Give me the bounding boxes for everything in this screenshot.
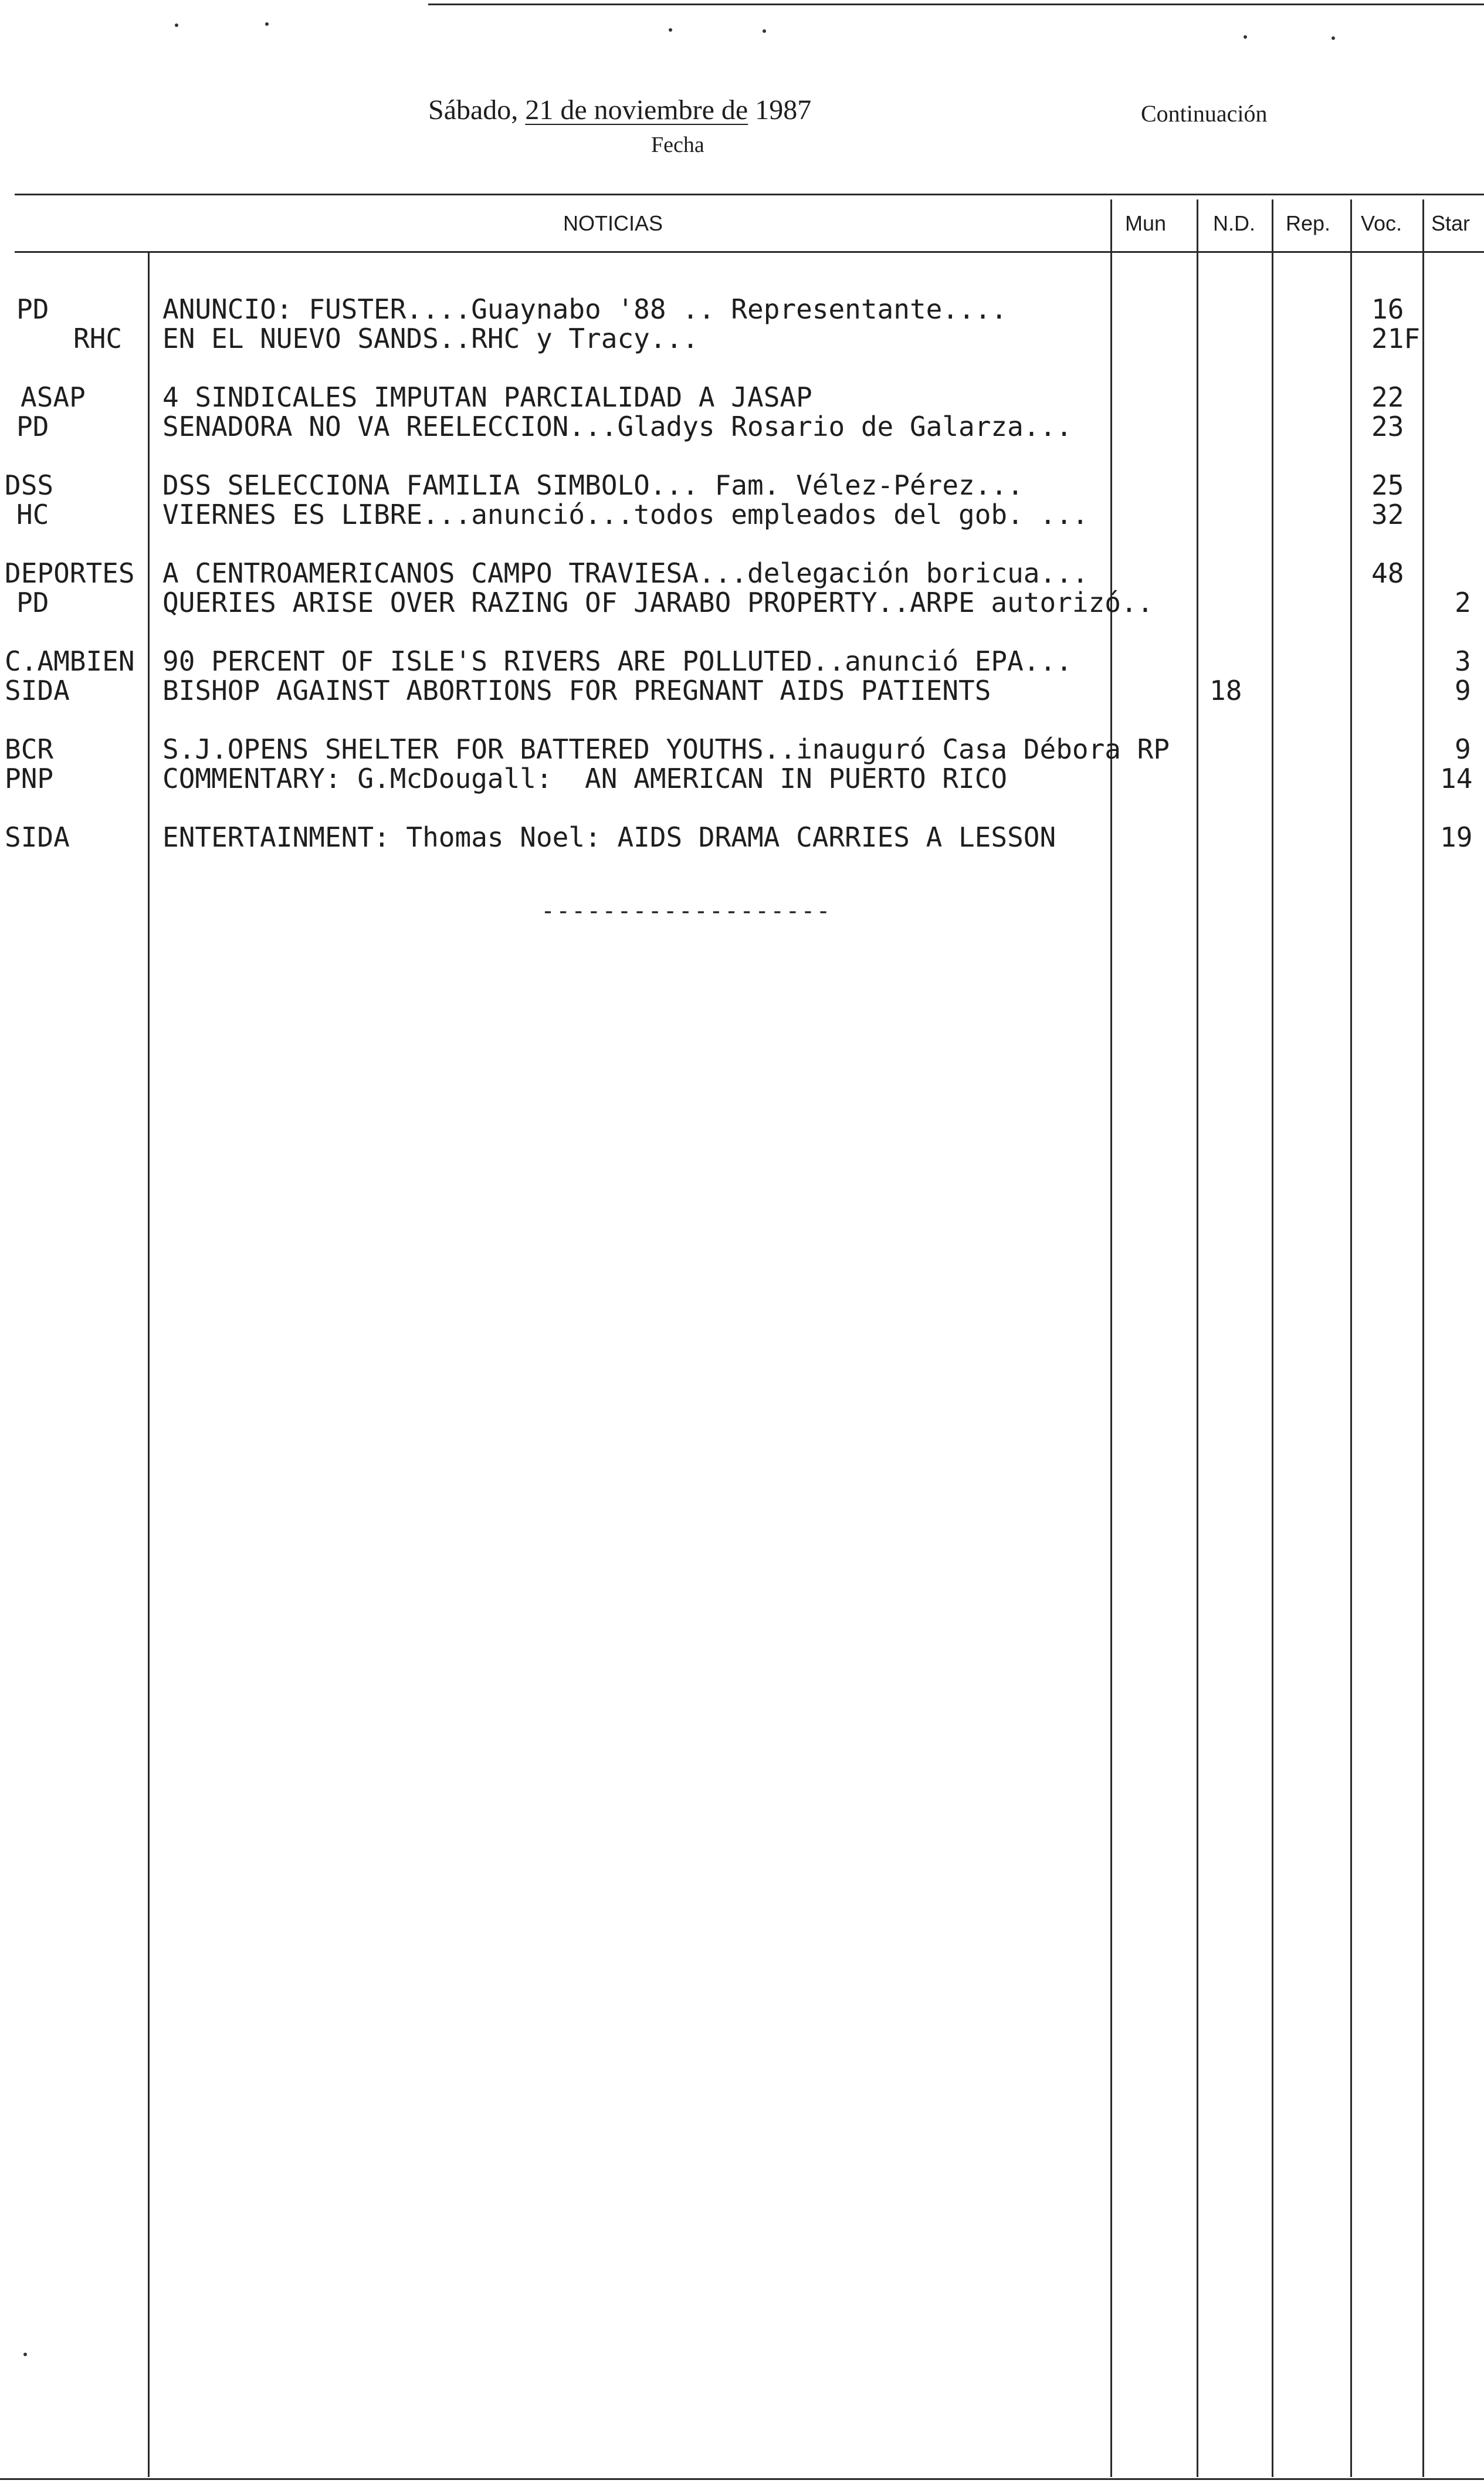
section-code: DSS — [5, 469, 54, 501]
star-page: 9 — [1455, 733, 1471, 765]
news-headline: QUERIES ARISE OVER RAZING OF JARABO PROPERTY..ARPE autorizó.. — [162, 587, 1154, 618]
column-header-voc: Voc. — [1361, 211, 1402, 235]
nd-page: 18 — [1209, 675, 1242, 706]
voc-page: 16 — [1371, 293, 1404, 325]
table-top-rule — [15, 194, 1484, 195]
column-divider — [1422, 199, 1424, 2477]
report-date: Sábado, 21 de noviembre de 1987 — [428, 94, 812, 126]
section-code: C.AMBIEN — [5, 645, 135, 677]
column-header-mun: Mun — [1125, 211, 1167, 235]
voc-page: 21F — [1371, 323, 1421, 354]
table-bottom-rule — [0, 2478, 1484, 2480]
voc-page: 32 — [1371, 499, 1404, 530]
section-code: DEPORTES — [5, 557, 135, 589]
star-page: 3 — [1455, 645, 1471, 677]
news-headline: S.J.OPENS SHELTER FOR BATTERED YOUTHS..inauguró Casa Débora RP — [162, 733, 1170, 765]
star-page: 9 — [1455, 675, 1471, 706]
star-page: 19 — [1440, 821, 1473, 853]
news-headline: EN EL NUEVO SANDS..RHC y Tracy... — [162, 323, 699, 354]
scan-speck — [265, 22, 269, 26]
news-headline: SENADORA NO VA REELECCION...Gladys Rosario de Galarza... — [162, 411, 1072, 442]
end-of-list-rule: ------------------- — [541, 898, 832, 925]
scan-speck — [1244, 35, 1247, 39]
column-header-rep: Rep. — [1286, 211, 1331, 235]
top-border — [428, 4, 1484, 5]
voc-page: 48 — [1371, 557, 1404, 589]
section-code: RHC — [73, 323, 123, 354]
section-code: PD — [16, 587, 49, 618]
table-header-rule — [15, 251, 1484, 253]
section-code: PD — [16, 411, 49, 442]
column-header-nd: N.D. — [1213, 211, 1255, 235]
section-code: BCR — [5, 733, 54, 765]
voc-page: 22 — [1371, 381, 1404, 413]
news-headline: BISHOP AGAINST ABORTIONS FOR PREGNANT AIDS PATIENTS — [162, 675, 991, 706]
scan-speck — [763, 29, 766, 33]
scan-speck — [23, 2353, 27, 2356]
column-divider — [148, 252, 150, 2477]
news-headline: DSS SELECCIONA FAMILIA SIMBOLO... Fam. Vélez-Pérez... — [162, 469, 1024, 501]
news-headline: ANUNCIO: FUSTER....Guaynabo '88 .. Representante.... — [162, 293, 1008, 325]
news-headline: ENTERTAINMENT: Thomas Noel: AIDS DRAMA CARRIES A LESSON — [162, 821, 1056, 853]
news-headline: VIERNES ES LIBRE...anunció...todos empleados del gob. ... — [162, 499, 1089, 530]
news-headline: 90 PERCENT OF ISLE'S RIVERS ARE POLLUTED..anunció EPA... — [162, 645, 1072, 677]
star-page: 2 — [1455, 587, 1471, 618]
voc-page: 23 — [1371, 411, 1404, 442]
section-code: HC — [16, 499, 49, 530]
date-caption: Fecha — [651, 133, 704, 157]
continuation-label: Continuación — [1141, 100, 1268, 127]
column-divider — [1272, 199, 1273, 2477]
news-headline: COMMENTARY: G.McDougall: AN AMERICAN IN PUERTO RICO — [162, 763, 1008, 794]
news-headline: A CENTROAMERICANOS CAMPO TRAVIESA...delegación boricua... — [162, 557, 1089, 589]
section-code: ASAP — [21, 381, 86, 413]
star-page: 14 — [1440, 763, 1473, 794]
section-code: PD — [16, 293, 49, 325]
column-header-noticias: NOTICIAS — [563, 211, 663, 235]
section-code: SIDA — [5, 675, 70, 706]
column-divider — [1110, 199, 1112, 2477]
section-code: PNP — [5, 763, 54, 794]
news-headline: 4 SINDICALES IMPUTAN PARCIALIDAD A JASAP — [162, 381, 812, 413]
column-divider — [1197, 199, 1198, 2477]
scan-speck — [1331, 36, 1335, 40]
scan-speck — [669, 28, 672, 32]
column-divider — [1350, 199, 1352, 2477]
scan-speck — [175, 23, 178, 27]
voc-page: 25 — [1371, 469, 1404, 501]
section-code: SIDA — [5, 821, 70, 853]
column-header-star: Star — [1431, 211, 1471, 235]
